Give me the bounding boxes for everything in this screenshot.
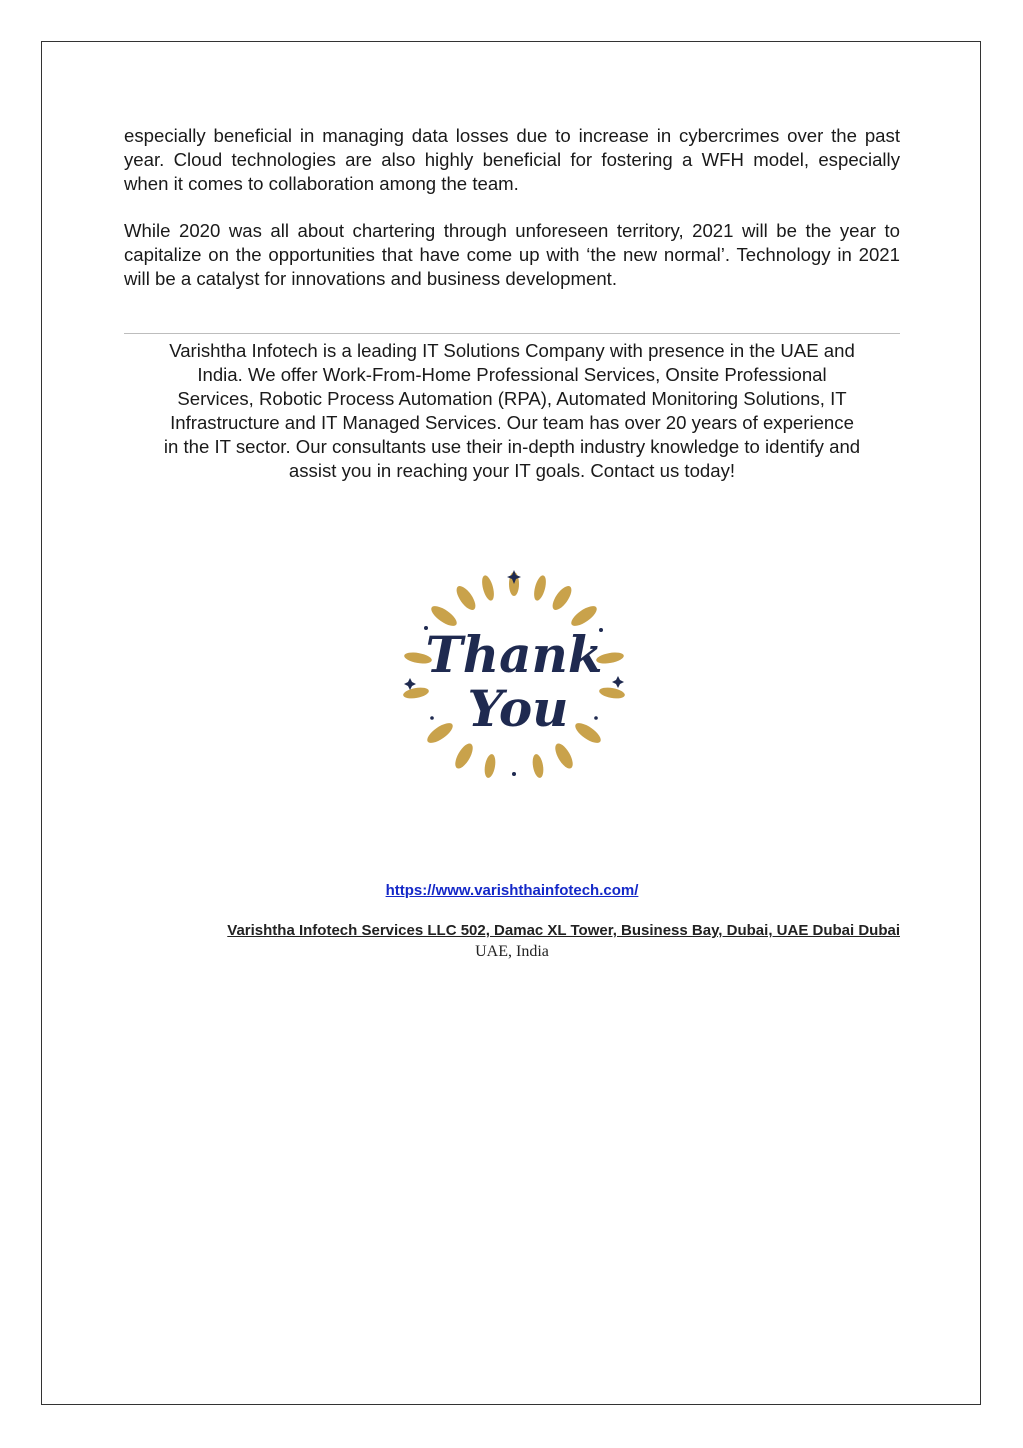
about-line: Services, Robotic Process Automation (RPA), Automated Monitoring Solutions, IT	[177, 388, 847, 409]
section-divider	[124, 333, 900, 334]
website-link[interactable]: https://www.varishthainfotech.com/	[385, 882, 639, 899]
company-country: UAE, India	[475, 943, 549, 960]
thank-word: Thank	[425, 625, 603, 684]
body-paragraph-2: While 2020 was all about chartering through unforeseen territory, 2021 will be the year to capitalize on the opportunities that have come up with ‘the new normal’. Technology in 2021 will be a catalyst for innovations and business development.	[124, 220, 900, 289]
thank-you-image	[396, 568, 632, 784]
body-paragraph-1: especially beneficial in managing data losses due to increase in cybercrimes over the past year. Cloud technologies are also highly beneficial for fostering a WFH model, especially when it comes to collaboration among the team.	[124, 125, 900, 194]
about-line: assist you in reaching your IT goals. Contact us today!	[288, 460, 736, 481]
about-line: Varishtha Infotech is a leading IT Solutions Company with presence in the UAE and	[169, 340, 855, 361]
about-line: in the IT sector. Our consultants use their in-depth industry knowledge to identify and	[163, 436, 861, 457]
about-line: Infrastructure and IT Managed Services. Our team has over 20 years of experience	[170, 412, 854, 433]
about-line: India. We offer Work-From-Home Professional Services, Onsite Professional	[197, 364, 827, 385]
company-address: Varishtha Infotech Services LLC 502, Damac XL Tower, Business Bay, Dubai, UAE Dubai Dubai	[227, 922, 900, 939]
website-line	[124, 881, 900, 901]
you-word: You	[467, 679, 569, 738]
company-about	[124, 339, 900, 483]
